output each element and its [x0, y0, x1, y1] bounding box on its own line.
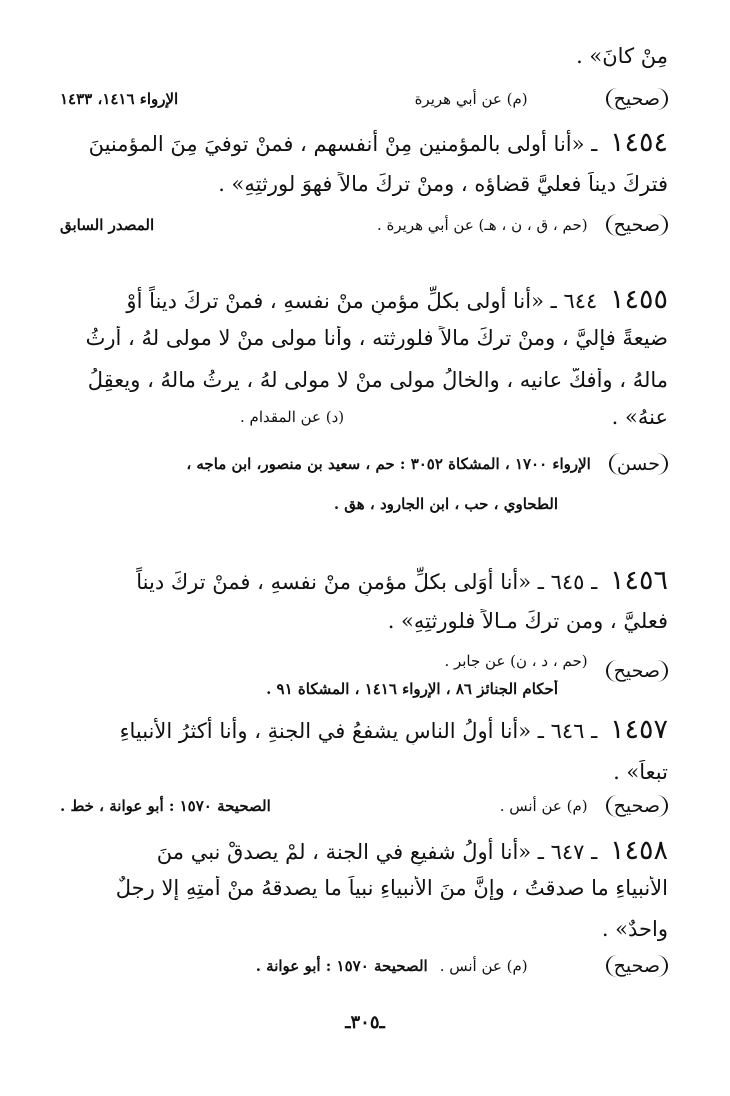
- hadith-text: ـ «أنا أولى بالمؤمنين مِنْ أنفسهم ، فمنْ توفيَ مِنَ المؤمنينَ: [88, 132, 598, 156]
- grade-badge: حسن: [609, 453, 668, 475]
- source-text: (د) عن المقدام .: [240, 408, 345, 426]
- hadith-line: واحدٌ» .: [601, 917, 668, 941]
- reference-text: الصحيحة ١٥٧٠ : أبو عوانة .: [255, 957, 428, 975]
- reference-text: الطحاوي ، حب ، ابن الجارود ، هق .: [333, 495, 558, 513]
- grade-row: [60, 214, 668, 236]
- grade-badge: صحيح: [606, 214, 668, 236]
- hadith-text: ـ ٦٤٦ ـ «أنا أولُ الناسِ يشفعُ في الجنةِ ، وأنا أكثرُ الأنبياءِ: [119, 719, 598, 743]
- reference-text: أحكام الجنائز ٨٦ ، الإرواء ١٤١٦ ، المشكاة ٩١ .: [266, 680, 558, 698]
- grade-row: [60, 453, 668, 475]
- reference-text: الإرواء ١٤١٦، ١٤٣٣: [60, 90, 179, 108]
- source-text: (م) عن أنس .: [499, 797, 588, 815]
- grade-row: [60, 955, 668, 977]
- grade-row: [60, 795, 668, 817]
- reference-text: الصحيحة ١٥٧٠ : أبو عوانة ، خط .: [60, 797, 271, 815]
- page-number: ـ٣٠٥ـ: [345, 1012, 385, 1033]
- grade-row: [60, 88, 668, 110]
- grade-badge: صحيح: [606, 795, 668, 817]
- hadith-text: عنهُ» .: [611, 405, 668, 429]
- reference-row: [60, 680, 668, 698]
- hadith-text: ـ ٦٤٧ ـ «أنا أولُ شفيعٍ في الجنة ، لمْ يصدقْ نبي منَ: [156, 840, 598, 864]
- text-line: مِنْ كانَ» .: [576, 44, 668, 68]
- hadith-number: ١٤٥٧: [609, 714, 668, 745]
- hadith-line: [60, 714, 668, 745]
- hadith-number: ١٤٥٥: [609, 284, 668, 315]
- source-text: (حم ، د ، ن) عن جابر .: [444, 652, 588, 670]
- hadith-text: ٦٤٤ ـ «أنا أولى بكلِّ مؤمنٍ منْ نفسهِ ، فمنْ تركَ ديناً أوْ: [126, 289, 598, 313]
- hadith-number: ١٤٥٨: [609, 835, 668, 866]
- hadith-line: تبعاً» .: [613, 760, 668, 784]
- reference-row: [60, 495, 668, 513]
- hadith-line: فعليَّ ، ومن تركَ مـالاً فلورثتِهِ» .: [387, 609, 668, 633]
- source-text: (م) عن أنس .: [439, 957, 528, 975]
- hadith-line: [60, 835, 668, 866]
- hadith-line: [60, 284, 668, 315]
- source-text: (حم ، ق ، ن ، هـ) عن أبي هريرة .: [376, 216, 588, 234]
- source-text: (م) عن أبي هريرة: [414, 90, 528, 108]
- reference-text: الإرواء ١٧٠٠ ، المشكاة ٣٠٥٢ : حم ، سعيد بن منصور، ابن ماجه ،: [186, 455, 591, 473]
- grade-row: [60, 650, 668, 682]
- hadith-line: ضيعةً فإليَّ ، ومنْ تركَ مالاً فلورثته ، وأنا مولى منْ لا مولى لهُ ، أرثُ: [85, 326, 668, 350]
- hadith-text: ـ ٦٤٥ ـ «أنا أوَلى بكلِّ مؤمنٍ منْ نفسهِ ، فمنْ تركَ ديناً: [136, 570, 598, 594]
- hadith-line: الأنبياءِ ما صدقتُ ، وإنَّ منَ الأنبياءِ نبياً ما يصدقهُ منْ أُمتِهِ إلا رجلٌ: [115, 876, 668, 900]
- grade-badge: صحيح: [606, 955, 668, 977]
- grade-badge: صحيح: [606, 88, 668, 110]
- hadith-line: [60, 405, 668, 429]
- hadith-number: ١٤٥٤: [609, 127, 668, 158]
- hadith-line: فتركَ ديناً فعليَّ قضاؤه ، ومنْ تركَ مالاً فهوَ لورثتِهِ» .: [218, 172, 668, 196]
- grade-badge: صحيح: [606, 660, 668, 682]
- hadith-line: [60, 127, 668, 158]
- hadith-number: ١٤٥٦: [609, 565, 668, 596]
- hadith-line: [60, 565, 668, 596]
- reference-text: المصدر السابق: [60, 216, 155, 234]
- hadith-line: مالهُ ، وأفكُّ عانيه ، والخالُ مولى منْ لا مولى لهُ ، يرثُ مالهُ ، ويعقِلُ: [87, 368, 668, 392]
